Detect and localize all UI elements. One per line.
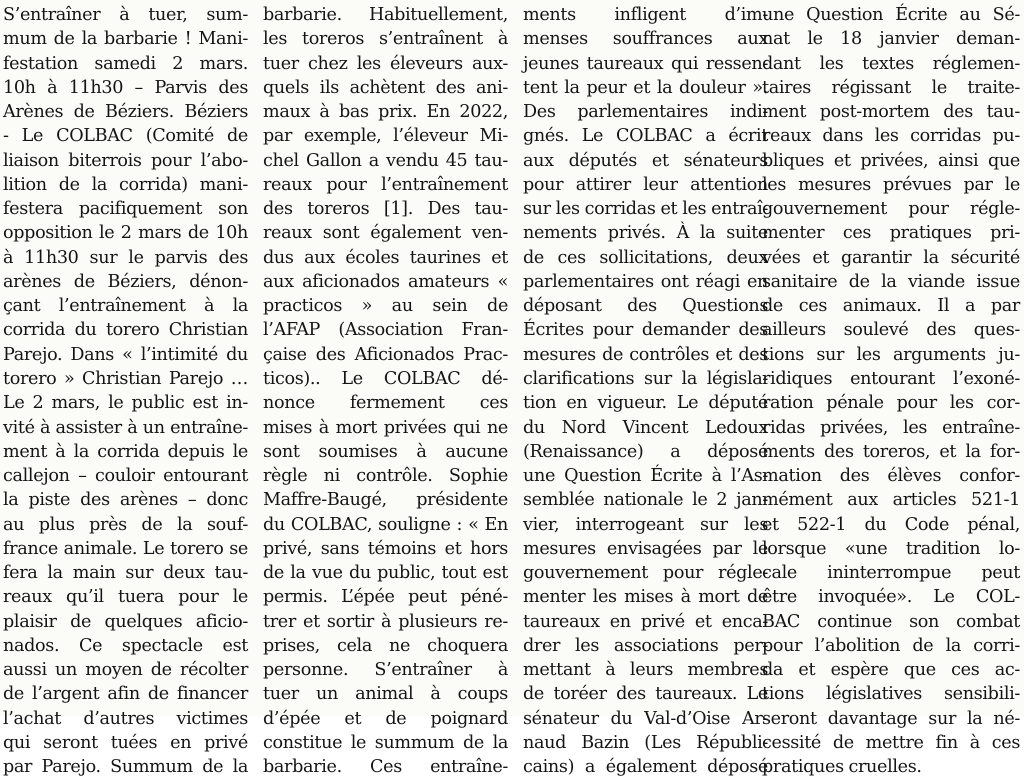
text-line: les toreros s’entraînent à [263, 29, 508, 50]
text-line: constitue le summum de la [263, 732, 508, 753]
text-line: drer les associations per- [523, 635, 768, 656]
text-line: qui seront tuées en privé [3, 732, 248, 753]
article-column-4 [762, 3, 1020, 778]
text-line: ridiques entourant l’exoné- [762, 368, 1020, 389]
text-line: Arènes de Béziers. Béziers [3, 102, 248, 123]
text-line: par Parejo. Summum de la [3, 757, 248, 778]
text-line: gnés. Le COLBAC a écrit [523, 126, 768, 147]
text-line: du Nord Vincent Ledoux [523, 417, 768, 438]
text-line: taureaux en privé et enca- [523, 611, 768, 632]
text-line: - Le COLBAC (Comité de [3, 126, 248, 147]
text-line: mation des élèves confor- [762, 466, 1020, 487]
text-line: sénateur du Val-d’Oise Ar- [523, 708, 768, 729]
text-line: cains) a également déposé [523, 757, 768, 778]
text-line: de la vue du public, tout est [263, 563, 508, 584]
text-line: jeunes taureaux qui ressen- [523, 53, 768, 74]
text-line: nados. Ce spectacle est [3, 635, 248, 656]
text-line: permis. L’épée peut péné- [263, 587, 508, 608]
text-line: les mesures prévues par le [762, 174, 1020, 195]
text-line: tuer chez les éleveurs aux- [263, 53, 508, 74]
text-line: mises à mort privées qui ne [263, 417, 508, 438]
text-line: Parejo. Dans « l’intimité du [3, 344, 248, 365]
text-line: practicos » au sein de [263, 296, 508, 317]
text-line: tions sur les arguments ju- [762, 344, 1020, 365]
text-line: fera la main sur deux tau- [3, 563, 248, 584]
text-line: vité à assister à un entraîne- [3, 417, 248, 438]
text-line: semblée nationale le 2 jan- [523, 490, 768, 511]
text-line: 10h à 11h30 – Parvis des [3, 77, 248, 98]
text-line: l’AFAP (Association Fran- [263, 320, 508, 341]
text-line: mesures de contrôles et des [523, 344, 768, 365]
text-line: reaux pour l’entraînement [263, 174, 508, 195]
text-line: lition de la corrida) mani- [3, 174, 248, 195]
text-line: çaise des Aficionados Prac- [263, 344, 508, 365]
text-line: pour attirer leur attention [523, 174, 768, 195]
text-line: seront davantage sur la né- [762, 708, 1020, 729]
text-line: nonce fermement ces [263, 393, 508, 414]
text-line: de l’argent afin de financer [3, 684, 248, 705]
article-column-3 [523, 3, 768, 778]
text-line: quels ils achètent des ani- [263, 77, 508, 98]
text-line: gouvernement pour régle- [523, 563, 768, 584]
text-line: lorsque «une tradition lo- [762, 538, 1020, 559]
text-line: çant l’entraînement à la [3, 296, 248, 317]
text-line: ailleurs soulevé des ques- [762, 320, 1020, 341]
text-line: torero » Christian Parejo … [3, 368, 248, 389]
text-line: cessité de mettre fin à ces [762, 732, 1020, 753]
text-line: da et espère que ces ac- [762, 660, 1020, 681]
text-line: reaux qu’il tuera pour le [3, 587, 248, 608]
text-line: BAC continue son combat [762, 611, 1020, 632]
text-line: aux aficionados amateurs « [263, 271, 508, 292]
text-line: sur les corridas et les entraî- [523, 199, 768, 220]
text-line: festera pacifiquement son [3, 199, 248, 220]
article-column-1 [3, 3, 248, 778]
text-line: pour l’abolition de la corri- [762, 635, 1020, 656]
text-line: ridas privées, les entraîne- [762, 417, 1020, 438]
text-line: une Question Écrite à l’As- [523, 466, 768, 487]
text-line: Écrites pour demander des [523, 320, 768, 341]
text-line: dant les textes réglemen- [762, 53, 1020, 74]
text-line: bliques et privées, ainsi que [762, 150, 1020, 171]
text-line: naud Bazin (Les Républi- [523, 732, 768, 753]
text-line: chel Gallon a vendu 45 tau- [263, 150, 508, 171]
text-line: (Renaissance) a déposé [523, 441, 768, 462]
text-line: par exemple, l’éleveur Mi- [263, 126, 508, 147]
text-line: mesures envisagées par le [523, 538, 768, 559]
text-line: Maffre-Baugé, présidente [263, 490, 508, 511]
text-line: ments des toreros, et la for- [762, 441, 1020, 462]
text-line: menter ces pratiques pri- [762, 223, 1020, 244]
text-line: liaison biterrois pour l’abo- [3, 150, 248, 171]
text-line: déposant des Questions [523, 296, 768, 317]
text-line: clarifications sur la législa- [523, 368, 768, 389]
text-line: dus aux écoles taurines et [263, 247, 508, 268]
text-line: Le 2 mars, le public est in- [3, 393, 248, 414]
text-line: gouvernement pour régle- [762, 199, 1020, 220]
text-line: une Question Écrite au Sé- [762, 5, 1020, 25]
text-line: taires régissant le traite- [762, 77, 1020, 98]
text-line: opposition le 2 mars de 10h [3, 223, 248, 244]
text-line: festation samedi 2 mars. [3, 53, 248, 74]
text-line: barbarie. Ces entraîne- [263, 757, 508, 778]
text-line: tion en vigueur. Le député [523, 393, 768, 414]
text-line: nements privés. À la suite [523, 223, 768, 244]
text-line: reaux sont également ven- [263, 223, 508, 244]
text-line: sont soumises à aucune [263, 441, 508, 462]
text-line: pratiques cruelles. [762, 757, 922, 778]
text-line: d’épée et de poignard [263, 708, 508, 729]
text-line: maux à bas prix. En 2022, [263, 102, 508, 123]
text-line: menses souffrances aux [523, 29, 768, 50]
text-line: aux députés et sénateurs [523, 150, 768, 171]
text-line: callejon – couloir entourant [3, 466, 248, 487]
text-line: corrida du torero Christian [3, 320, 248, 341]
text-line: nat le 18 janvier deman- [762, 29, 1020, 50]
text-line: des toreros [1]. Des tau- [263, 199, 508, 220]
text-line: règle ni contrôle. Sophie [263, 466, 508, 487]
text-line: menter les mises à mort de [523, 587, 768, 608]
text-line: ration pénale pour les cor- [762, 393, 1020, 414]
text-line: tuer un animal à coups [263, 684, 508, 705]
text-line: mum de la barbarie ! Mani- [3, 29, 248, 50]
text-line: à 11h30 sur le parvis des [3, 247, 248, 268]
text-line: mément aux articles 521-1 [762, 490, 1020, 511]
text-line: S’entraîner à tuer, sum- [3, 5, 248, 25]
text-line: de ces animaux. Il a par [762, 296, 1020, 317]
text-line: privé, sans témoins et hors [263, 538, 508, 559]
text-line: cale ininterrompue peut [762, 563, 1020, 584]
text-line: france animale. Le torero se [3, 538, 248, 559]
text-line: ment à la corrida depuis le [3, 441, 248, 462]
text-line: mettant à leurs membres [523, 660, 768, 681]
text-line: reaux dans les corridas pu- [762, 126, 1020, 147]
text-line: parlementaires ont réagi en [523, 271, 768, 292]
text-line: être invoquée». Le COL- [762, 587, 1020, 608]
text-line: la piste des arènes – donc [3, 490, 248, 511]
text-line: Des parlementaires indi- [523, 102, 768, 123]
text-line: personne. S’entraîner à [263, 660, 508, 681]
text-line: ments infligent d’im- [523, 5, 768, 25]
text-line: ticos).. Le COLBAC dé- [263, 368, 508, 389]
text-line: sanitaire de la viande issue [762, 271, 1020, 292]
text-line: aussi un moyen de récolter [3, 660, 248, 681]
text-line: prises, cela ne choquera [263, 635, 508, 656]
text-line: et 522-1 du Code pénal, [762, 514, 1020, 535]
text-line: de ces sollicitations, deux [523, 247, 768, 268]
text-line: trer et sortir à plusieurs re- [263, 611, 508, 632]
text-line: vier, interrogeant sur les [523, 514, 768, 535]
article-column-2 [263, 3, 508, 778]
text-line: tions législatives sensibili- [762, 684, 1020, 705]
text-line: arènes de Béziers, dénon- [3, 271, 248, 292]
text-line: tent la peur et la douleur ». [523, 77, 768, 98]
text-line: plaisir de quelques aficio- [3, 611, 248, 632]
text-line: de toréer des taureaux. Le [523, 684, 768, 705]
text-line: du COLBAC, souligne : « En [263, 514, 508, 535]
text-line: au plus près de la souf- [3, 514, 248, 535]
text-line: ment post-mortem des tau- [762, 102, 1020, 123]
text-line: barbarie. Habituellement, [263, 5, 508, 25]
text-line: vées et garantir la sécurité [762, 247, 1020, 268]
text-line: l’achat d’autres victimes [3, 708, 248, 729]
